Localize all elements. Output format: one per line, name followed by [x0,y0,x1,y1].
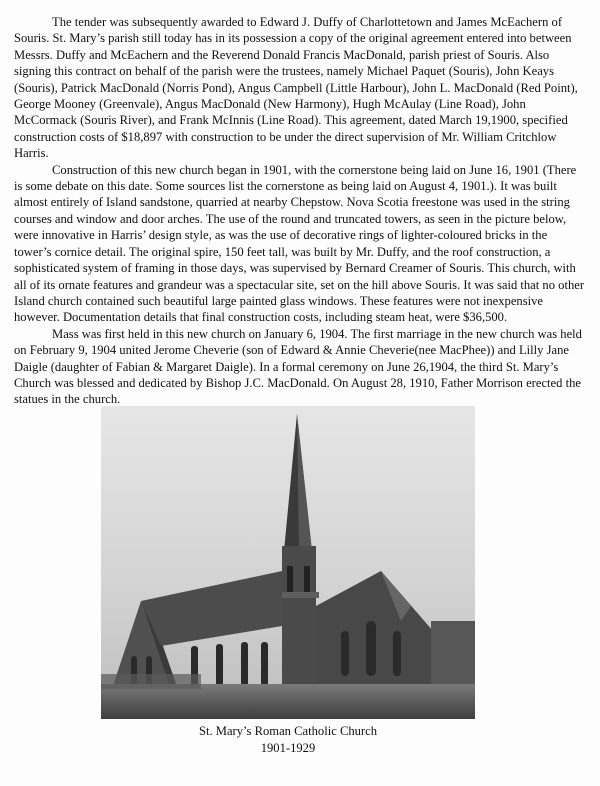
article-body [14,14,586,408]
paragraph-first-mass: Mass was first held in this new church on January 6, 1904. The first marriage in the new church was held on February 9, 1904 united Jerome Cheverie (son of Edward & Annie Cheverie(nee MacPhee)) and Lilly Jane Daigle (daughter of Fabian & Margaret Daigle). In a formal ceremony on June 26,1904, the third St. Mary’s Church was blessed and dedicated by Bishop J.C. MacDonald. On August 28, 1910, Father Morrison erected the statues in the church. [14,326,582,407]
church-photograph [101,406,475,719]
photo-caption-title: St. Mary’s Roman Catholic Church [198,724,378,738]
photo-caption-years: 1901-1929 [260,741,316,755]
paragraph-tender: The tender was subsequently awarded to Edward J. Duffy of Charlottetown and James McEachern of Souris. St. Mary’s parish still today has in its possession a copy of the original agreement entered into between Messrs. Duffy and McEachern and the Reverend Donald Francis MacDonald, parish priest of Souris. Also signing this contract on behalf of the parish were the trustees, namely Michael Paquet (Souris), John Keays (Souris), Patrick MacDonald (Norris Pond), Angus Campbell (Little Harbour), John L. MacDonald (Red Point), George Mooney (Greenvale), Angus MacDonald (New Harmony), Hugh McAulay (Line Road), John McCormack (Souris River), and Frank McInnis (Line Road). This agreement, dated March 19,1900, specified construction costs of $18,897 with construction to be under the direct supervision of Mr. William Critchlow Harris. [14,15,578,161]
paragraph-construction: Construction of this new church began in 1901, with the cornerstone being laid on June 16, 1901 (There is some debate on this date. Some sources list the cornerstone as being laid on August 4, 1901.). It was built almost entirely of Island sandstone, quarried at nearby Chepstow. Nova Scotia freestone was used in the string courses and window and door arches. The use of the round and truncated towers, as seen in the picture below, were innovative in Harris’ design style, as was the use of decorative rings of lighter-coloured bricks in the tower’s cornice detail. The original spire, 150 feet tall, was built by Mr. Duffy, and the roof construction, a sophisticated system of framing in those days, was supervised by Bernard Creamer of Souris. This church, with all of its ornate features and grandeur was a spectacular site, set on the hill above Souris. It was said that no other Island church contained such beautiful large painted glass windows. These features were not inexpensive however. Documentation details that final construction costs, including steam heat, were $36,500. [14,162,585,325]
